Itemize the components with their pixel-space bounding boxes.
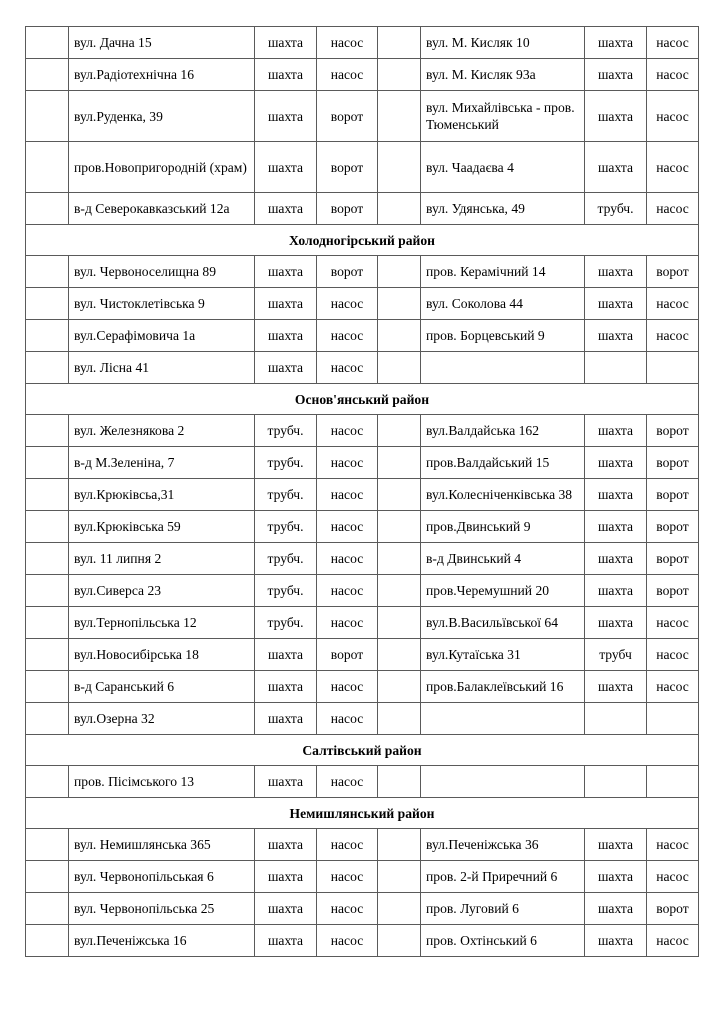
lift-type-cell: насос [317, 925, 378, 957]
number-cell [26, 671, 69, 703]
document-page [25, 26, 698, 957]
table-row [26, 288, 699, 320]
address-cell: пров. Борцевський 9 [421, 320, 585, 352]
well-type-cell: шахта [585, 256, 647, 288]
well-type-cell: шахта [255, 861, 317, 893]
well-type-cell: трубч. [255, 607, 317, 639]
well-type-cell: шахта [255, 893, 317, 925]
table-body [26, 27, 699, 957]
district-header-row [26, 384, 699, 415]
number-cell [378, 288, 421, 320]
address-cell: вул.Печеніжська 16 [69, 925, 255, 957]
number-cell [378, 320, 421, 352]
well-type-cell: шахта [255, 193, 317, 225]
number-cell [26, 543, 69, 575]
well-type-cell: трубч. [255, 415, 317, 447]
well-type-cell: трубч. [255, 511, 317, 543]
number-cell [26, 829, 69, 861]
well-type-cell: шахта [585, 925, 647, 957]
well-type-cell: шахта [255, 766, 317, 798]
lift-type-cell [647, 703, 699, 735]
district-title: Немишлянський район [26, 798, 699, 829]
address-cell: в-д Саранський 6 [69, 671, 255, 703]
address-cell: вул.Крюківська 59 [69, 511, 255, 543]
lift-type-cell: насос [317, 288, 378, 320]
table-row [26, 479, 699, 511]
table-row [26, 59, 699, 91]
lift-type-cell [647, 766, 699, 798]
well-type-cell: шахта [255, 352, 317, 384]
number-cell [378, 352, 421, 384]
number-cell [26, 142, 69, 193]
number-cell [26, 639, 69, 671]
number-cell [378, 639, 421, 671]
address-cell: вул.Серафімовича 1а [69, 320, 255, 352]
lift-type-cell: насос [647, 27, 699, 59]
lift-type-cell [647, 352, 699, 384]
well-type-cell: шахта [255, 59, 317, 91]
address-cell: вул. Дачна 15 [69, 27, 255, 59]
well-type-cell: шахта [585, 861, 647, 893]
address-cell: вул. М. Кисляк 93а [421, 59, 585, 91]
district-header-row [26, 225, 699, 256]
table-row [26, 575, 699, 607]
wells-table [25, 26, 699, 957]
well-type-cell [585, 703, 647, 735]
number-cell [378, 142, 421, 193]
table-row [26, 142, 699, 193]
lift-type-cell: ворот [647, 575, 699, 607]
lift-type-cell: насос [317, 607, 378, 639]
well-type-cell: шахта [585, 320, 647, 352]
address-cell: вул. 11 липня 2 [69, 543, 255, 575]
address-cell: пров.Валдайський 15 [421, 447, 585, 479]
lift-type-cell: ворот [647, 415, 699, 447]
address-cell: пров. Луговий 6 [421, 893, 585, 925]
address-cell: вул. Михайлівська - пров. Тюменський [421, 91, 585, 142]
address-cell: вул. Чистоклетівська 9 [69, 288, 255, 320]
address-cell: вул. Чаадаєва 4 [421, 142, 585, 193]
number-cell [378, 607, 421, 639]
address-cell: вул. М. Кисляк 10 [421, 27, 585, 59]
well-type-cell: шахта [255, 925, 317, 957]
well-type-cell: шахта [585, 671, 647, 703]
table-row [26, 352, 699, 384]
address-cell: вул.Озерна 32 [69, 703, 255, 735]
well-type-cell: шахта [585, 447, 647, 479]
address-cell: вул.В.Васильївської 64 [421, 607, 585, 639]
table-row [26, 703, 699, 735]
lift-type-cell: ворот [317, 256, 378, 288]
number-cell [378, 925, 421, 957]
address-cell: вул.Колесніченківська 38 [421, 479, 585, 511]
number-cell [26, 59, 69, 91]
table-row [26, 511, 699, 543]
number-cell [378, 861, 421, 893]
well-type-cell: шахта [255, 639, 317, 671]
well-type-cell [585, 766, 647, 798]
well-type-cell: шахта [585, 142, 647, 193]
address-cell: вул. Червоноселищна 89 [69, 256, 255, 288]
lift-type-cell: ворот [317, 91, 378, 142]
well-type-cell: шахта [585, 415, 647, 447]
address-cell: пров.Новопригородній (храм) [69, 142, 255, 193]
lift-type-cell: ворот [317, 639, 378, 671]
number-cell [26, 861, 69, 893]
address-cell: вул. Соколова 44 [421, 288, 585, 320]
lift-type-cell: ворот [647, 543, 699, 575]
well-type-cell: шахта [255, 703, 317, 735]
lift-type-cell: насос [317, 415, 378, 447]
number-cell [378, 447, 421, 479]
address-cell: вул.Руденка, 39 [69, 91, 255, 142]
number-cell [26, 925, 69, 957]
address-cell: вул. Червонопільськая 6 [69, 861, 255, 893]
address-cell: вул. Удянська, 49 [421, 193, 585, 225]
address-cell: пров.Двинський 9 [421, 511, 585, 543]
number-cell [26, 766, 69, 798]
lift-type-cell: насос [647, 639, 699, 671]
well-type-cell: шахта [255, 27, 317, 59]
address-cell: пров.Балаклеївський 16 [421, 671, 585, 703]
well-type-cell: шахта [585, 543, 647, 575]
address-cell: вул.Сиверса 23 [69, 575, 255, 607]
lift-type-cell: насос [647, 925, 699, 957]
number-cell [26, 91, 69, 142]
lift-type-cell: насос [317, 479, 378, 511]
well-type-cell: шахта [585, 607, 647, 639]
well-type-cell: шахта [585, 288, 647, 320]
address-cell: в-д Двинський 4 [421, 543, 585, 575]
address-cell [421, 352, 585, 384]
lift-type-cell: насос [647, 829, 699, 861]
well-type-cell: шахта [255, 320, 317, 352]
district-header-row [26, 735, 699, 766]
lift-type-cell: насос [317, 447, 378, 479]
well-type-cell: трубч. [255, 575, 317, 607]
number-cell [26, 256, 69, 288]
address-cell: вул.Новосибірська 18 [69, 639, 255, 671]
lift-type-cell: ворот [647, 479, 699, 511]
well-type-cell [585, 352, 647, 384]
well-type-cell: шахта [255, 829, 317, 861]
lift-type-cell: насос [647, 142, 699, 193]
lift-type-cell: ворот [647, 256, 699, 288]
number-cell [26, 479, 69, 511]
number-cell [378, 91, 421, 142]
address-cell: вул. Червонопільська 25 [69, 893, 255, 925]
address-cell: вул.Кутаїська 31 [421, 639, 585, 671]
lift-type-cell: насос [317, 893, 378, 925]
number-cell [26, 320, 69, 352]
table-row [26, 829, 699, 861]
address-cell: пров.Черемушний 20 [421, 575, 585, 607]
table-row [26, 766, 699, 798]
well-type-cell: трубч. [585, 193, 647, 225]
number-cell [26, 288, 69, 320]
lift-type-cell: насос [647, 671, 699, 703]
lift-type-cell: ворот [317, 193, 378, 225]
lift-type-cell: ворот [647, 447, 699, 479]
well-type-cell: трубч. [255, 543, 317, 575]
number-cell [378, 415, 421, 447]
address-cell: вул. Немишлянська 365 [69, 829, 255, 861]
well-type-cell: шахта [585, 479, 647, 511]
lift-type-cell: насос [647, 288, 699, 320]
table-row [26, 320, 699, 352]
number-cell [378, 703, 421, 735]
well-type-cell: шахта [255, 288, 317, 320]
lift-type-cell: насос [647, 193, 699, 225]
number-cell [26, 352, 69, 384]
district-title: Салтівський район [26, 735, 699, 766]
number-cell [378, 766, 421, 798]
address-cell: вул.Радіотехнічна 16 [69, 59, 255, 91]
address-cell: пров. Керамічний 14 [421, 256, 585, 288]
lift-type-cell: насос [647, 861, 699, 893]
number-cell [378, 193, 421, 225]
table-row [26, 639, 699, 671]
well-type-cell: трубч. [255, 447, 317, 479]
lift-type-cell: насос [317, 543, 378, 575]
number-cell [26, 193, 69, 225]
district-header-row [26, 798, 699, 829]
address-cell: вул.Тернопільська 12 [69, 607, 255, 639]
well-type-cell: шахта [255, 142, 317, 193]
well-type-cell: шахта [585, 91, 647, 142]
number-cell [378, 59, 421, 91]
well-type-cell: шахта [585, 829, 647, 861]
lift-type-cell: насос [317, 511, 378, 543]
number-cell [378, 893, 421, 925]
number-cell [378, 511, 421, 543]
address-cell [421, 766, 585, 798]
well-type-cell: шахта [255, 671, 317, 703]
number-cell [26, 607, 69, 639]
well-type-cell: шахта [585, 27, 647, 59]
number-cell [378, 479, 421, 511]
lift-type-cell: насос [317, 766, 378, 798]
address-cell: пров. Охтінський 6 [421, 925, 585, 957]
well-type-cell: шахта [255, 256, 317, 288]
lift-type-cell: ворот [647, 893, 699, 925]
address-cell: вул.Крюківсьа,31 [69, 479, 255, 511]
lift-type-cell: насос [317, 352, 378, 384]
number-cell [378, 543, 421, 575]
number-cell [26, 27, 69, 59]
number-cell [378, 829, 421, 861]
address-cell [421, 703, 585, 735]
well-type-cell: шахта [585, 893, 647, 925]
address-cell: вул.Валдайська 162 [421, 415, 585, 447]
table-row [26, 543, 699, 575]
lift-type-cell: насос [317, 59, 378, 91]
table-row [26, 256, 699, 288]
number-cell [378, 575, 421, 607]
number-cell [26, 575, 69, 607]
table-row [26, 925, 699, 957]
table-row [26, 27, 699, 59]
number-cell [26, 893, 69, 925]
lift-type-cell: насос [317, 575, 378, 607]
lift-type-cell: насос [317, 829, 378, 861]
address-cell: пров. Пісімського 13 [69, 766, 255, 798]
well-type-cell: шахта [585, 59, 647, 91]
district-title: Основ'янський район [26, 384, 699, 415]
lift-type-cell: насос [317, 320, 378, 352]
number-cell [378, 256, 421, 288]
address-cell: вул.Печеніжська 36 [421, 829, 585, 861]
lift-type-cell: насос [317, 703, 378, 735]
number-cell [26, 447, 69, 479]
number-cell [26, 703, 69, 735]
number-cell [378, 27, 421, 59]
lift-type-cell: насос [317, 27, 378, 59]
table-row [26, 447, 699, 479]
lift-type-cell: насос [647, 91, 699, 142]
number-cell [378, 671, 421, 703]
address-cell: вул. Железнякова 2 [69, 415, 255, 447]
lift-type-cell: насос [317, 671, 378, 703]
number-cell [26, 511, 69, 543]
table-row [26, 91, 699, 142]
address-cell: в-д М.Зеленіна, 7 [69, 447, 255, 479]
address-cell: вул. Лісна 41 [69, 352, 255, 384]
well-type-cell: шахта [585, 575, 647, 607]
lift-type-cell: насос [317, 861, 378, 893]
well-type-cell: шахта [585, 511, 647, 543]
well-type-cell: шахта [255, 91, 317, 142]
table-row [26, 893, 699, 925]
number-cell [26, 415, 69, 447]
well-type-cell: трубч. [255, 479, 317, 511]
lift-type-cell: ворот [317, 142, 378, 193]
table-row [26, 415, 699, 447]
lift-type-cell: насос [647, 59, 699, 91]
address-cell: пров. 2-й Приречний 6 [421, 861, 585, 893]
well-type-cell: трубч [585, 639, 647, 671]
table-row [26, 671, 699, 703]
lift-type-cell: ворот [647, 511, 699, 543]
district-title: Холодногірський район [26, 225, 699, 256]
table-row [26, 193, 699, 225]
table-row [26, 861, 699, 893]
lift-type-cell: насос [647, 320, 699, 352]
table-row [26, 607, 699, 639]
address-cell: в-д Северокавказський 12а [69, 193, 255, 225]
lift-type-cell: насос [647, 607, 699, 639]
